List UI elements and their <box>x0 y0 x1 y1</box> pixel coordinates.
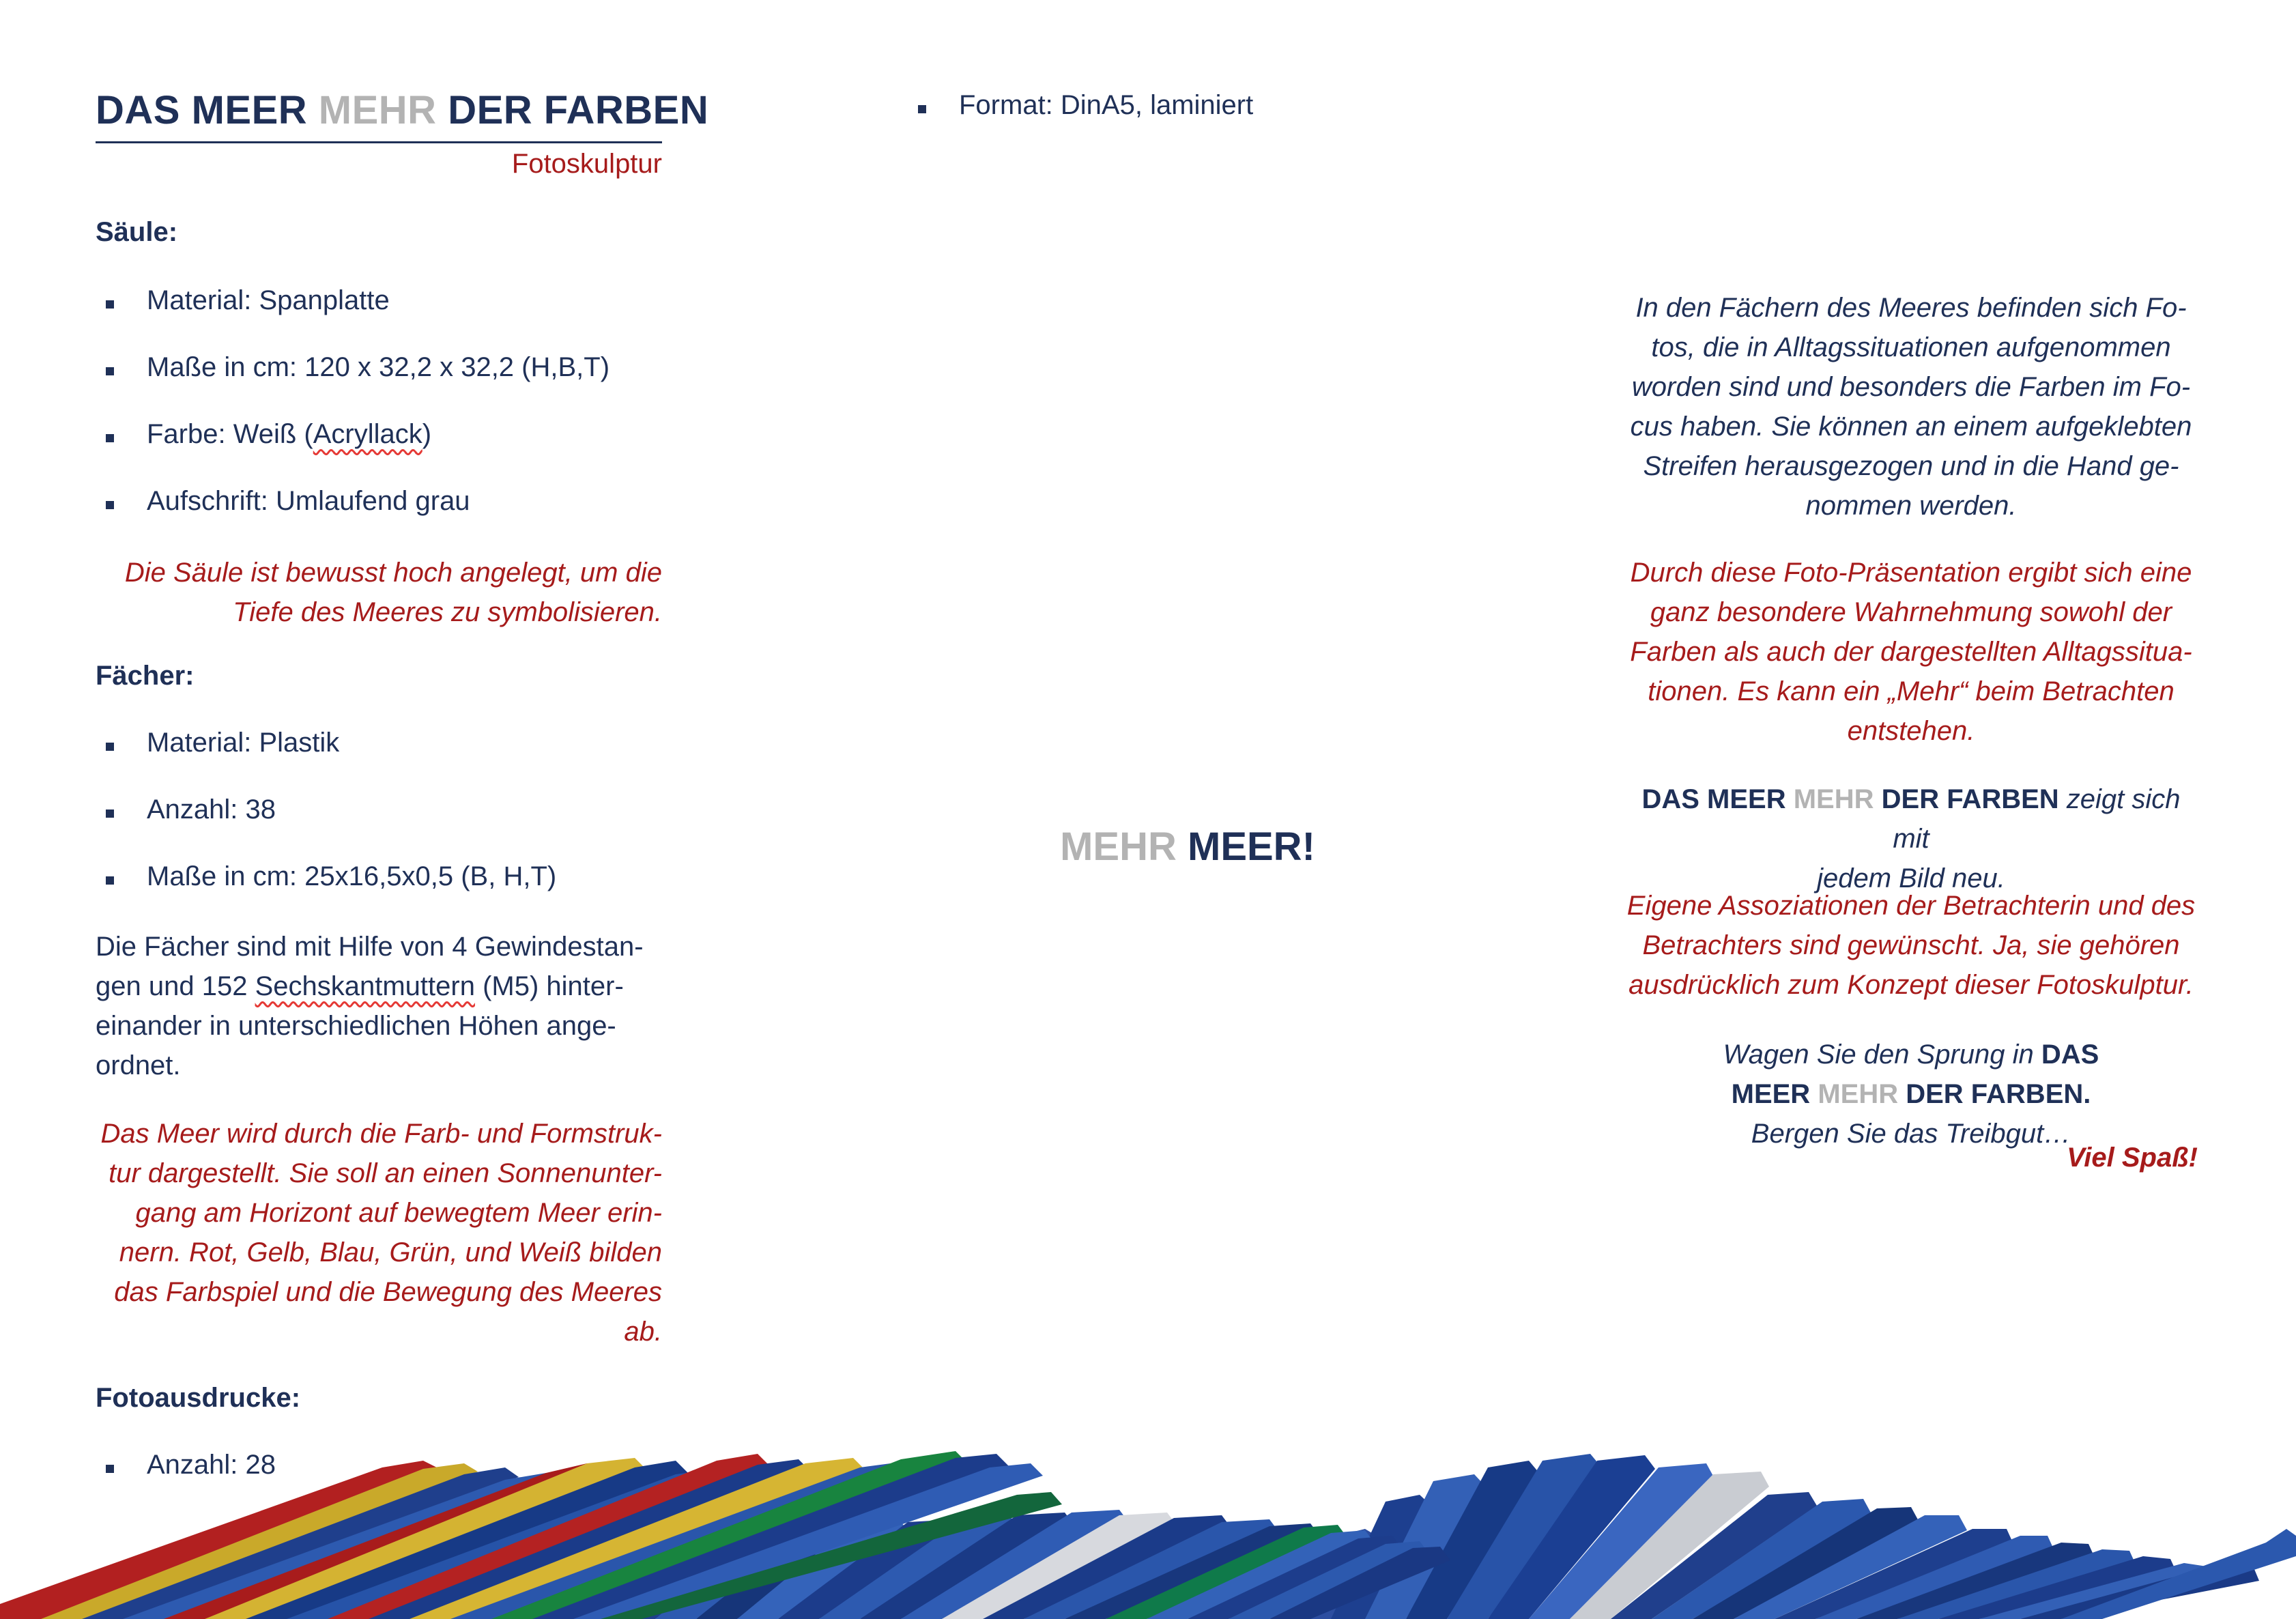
slogan-part-1: MEHR <box>1060 825 1177 869</box>
bullet-item: Maße in cm: 25x16,5x0,5 (B, H,T) <box>147 861 557 891</box>
slogan-part-2: MEER! <box>1188 825 1315 869</box>
note-line: nern. Rot, Gelb, Blau, Grün, und Weiß bilden <box>119 1237 662 1267</box>
paragraph-text: (M5) hinter- <box>474 971 624 1001</box>
paragraph-line: jedem Bild neu. <box>1817 863 2005 893</box>
note-line: tur dargestellt. Sie soll an einen Sonnenunter- <box>109 1158 662 1188</box>
section-heading-faecher: Fächer: <box>96 661 195 691</box>
paragraph-line: tos, die in Alltagssituationen aufgenommen <box>1651 332 2171 362</box>
section-heading-saeule: Säule: <box>96 217 178 247</box>
note-line: ab. <box>624 1317 662 1347</box>
paragraph-line: In den Fächern des Meeres befinden sich Fo- <box>1635 293 2187 323</box>
saeule-note <box>96 553 662 632</box>
title-part-1: DAS MEER <box>96 88 308 132</box>
paragraph-line: cus haben. Sie können an einem aufgeklebten <box>1630 412 2192 442</box>
paragraph-line: Durch diese Foto-Präsentation ergibt sich eine <box>1630 558 2192 588</box>
paragraph-line: tionen. Es kann ein „Mehr“ beim Betrachten <box>1648 676 2175 706</box>
paragraph-line: ausdrücklich zum Konzept dieser Fotoskulptur. <box>1628 970 2194 1000</box>
paragraph-line: entstehen. <box>1847 716 1975 746</box>
paragraph-line: einander in unterschiedlichen Höhen ange- <box>96 1011 616 1041</box>
paragraph-line: Die Fächer sind mit Hilfe von 4 Gewindestan- <box>96 932 644 962</box>
paragraph-line <box>96 966 662 1006</box>
paragraph-line: Streifen herausgezogen und in die Hand ge- <box>1643 451 2179 481</box>
note-line: Tiefe des Meeres zu symbolisieren. <box>233 597 662 627</box>
bullet-item: Maße in cm: 120 x 32,2 x 32,2 (H,B,T) <box>147 352 610 382</box>
bullet-item: Anzahl: 38 <box>147 794 276 825</box>
note-line: Das Meer wird durch die Farb- und Formstruk- <box>100 1119 662 1149</box>
spellcheck-word: Acryllack <box>313 419 422 449</box>
spellcheck-word: Sechskantmuttern <box>255 971 475 1001</box>
associations-paragraph <box>1624 886 2198 1005</box>
bullet-text: ) <box>422 419 432 449</box>
title-underline <box>96 141 662 143</box>
faecher-paragraph <box>96 927 662 1085</box>
brand-text: DER FARBEN. <box>1906 1079 2091 1109</box>
paragraph-line: Farben als auch der dargestellten Alltagssitua- <box>1630 637 2192 667</box>
paragraph-line <box>1624 779 2198 859</box>
note-line: Die Säule ist bewusst hoch angelegt, um die <box>124 558 662 588</box>
paragraph-line: nommen werden. <box>1805 491 2017 521</box>
bullet-item: Aufschrift: Umlaufend grau <box>147 486 470 516</box>
brand-text-gray: MEHR <box>1793 784 1874 814</box>
presentation-paragraph <box>1624 553 2198 751</box>
paragraph-text: zeigt sich mit <box>1893 784 2181 854</box>
paragraph-line: ordnet. <box>96 1050 181 1080</box>
bullet-item: Format: DinA5, laminiert <box>959 90 1254 120</box>
brand-text: DAS MEER <box>1731 1040 2099 1109</box>
bullet-text: Farbe: Weiß ( <box>147 419 313 449</box>
title-part-2: MEHR <box>318 88 437 132</box>
tagline-paragraph <box>1624 779 2198 898</box>
bullet-item: Anzahl: 28 <box>147 1450 276 1480</box>
paragraph-line: Eigene Assoziationen der Betrachterin und des <box>1626 891 2196 921</box>
invitation-paragraph <box>1699 1035 2123 1154</box>
slogan <box>915 824 1461 870</box>
note-line: gang am Horizont auf bewegtem Meer erin- <box>135 1198 662 1228</box>
note-line: das Farbspiel und die Bewegung des Meeres <box>114 1277 662 1307</box>
intro-paragraph <box>1624 288 2198 526</box>
faecher-note <box>96 1114 662 1351</box>
color-slats-photo <box>0 1392 2296 1619</box>
paragraph-line: Betrachters sind gewünscht. Ja, sie gehören <box>1642 930 2180 960</box>
title-part-3: DER FARBEN <box>448 88 709 132</box>
paragraph-text: gen und 152 <box>96 971 255 1001</box>
closing-text: Viel Spaß! <box>2067 1143 2198 1173</box>
bullet-item: Material: Plastik <box>147 728 340 758</box>
paragraph-line: ganz besondere Wahrnehmung sowohl der <box>1650 597 2172 627</box>
brand-text: DAS MEER <box>1641 784 1786 814</box>
section-heading-fotoausdrucke: Fotoausdrucke: <box>96 1383 301 1413</box>
paragraph-text: Wagen Sie den Sprung in <box>1723 1040 2041 1070</box>
paragraph-line: worden sind und besonders die Farben im Fo- <box>1631 372 2191 402</box>
document-title <box>96 87 709 133</box>
brand-text-gray: MEHR <box>1818 1079 1899 1109</box>
paragraph-text: Bergen Sie das Treibgut… <box>1751 1119 2071 1149</box>
subtitle: Fotoskulptur <box>511 149 662 179</box>
brand-text: DER FARBEN <box>1881 784 2059 814</box>
bullet-item <box>147 419 431 450</box>
bullet-item: Material: Spanplatte <box>147 285 390 315</box>
